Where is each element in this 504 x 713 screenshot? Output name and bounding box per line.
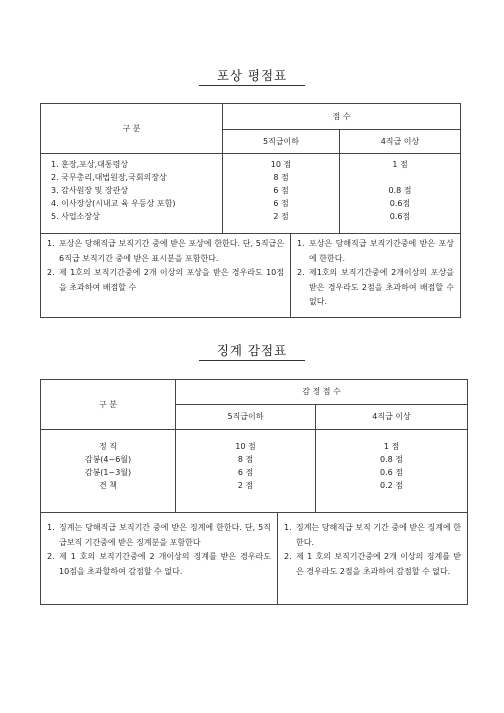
list-item: 4. 이사장상(시내교 육 우등상 포함) — [51, 199, 176, 208]
reward-values-a — [223, 154, 340, 234]
value: 0.2 점 — [380, 481, 403, 490]
note-number: 2. — [47, 268, 55, 277]
value: 6 점 — [273, 186, 289, 195]
value: 10 점 — [235, 442, 256, 451]
discipline-items — [41, 430, 176, 513]
discipline-notes-table — [40, 512, 468, 605]
value: 8 점 — [273, 173, 289, 182]
discipline-values-a — [176, 430, 316, 513]
value: 1 점 — [383, 442, 400, 451]
discipline-notes-b — [278, 513, 468, 605]
value: 1 점 — [392, 160, 408, 169]
reward-col-b: 4직급 이상 — [340, 130, 461, 154]
note-number: 1. — [284, 523, 292, 532]
note-number: 1. — [47, 523, 55, 532]
note-text: 징계는 당해직급 보직기간 중에 받은 징계에 한한다. 단, 5직급보직 기간중에 받은 징계분을 포함한다 — [59, 523, 271, 547]
discipline-values-b — [316, 430, 468, 513]
note-text: 제 1호의 보직기간중에 2개 이상의 포상을 받은 경우라도 10점을 초과하여 배점할 수 — [59, 268, 284, 292]
value: 0.6점 — [389, 212, 411, 221]
value: 6 점 — [237, 468, 254, 477]
note-text: 제1호의 보직기간중에 2개이상의 포상을 받은 경우라도 2점을 초과하여 배점할 수 없다. — [309, 268, 454, 306]
note-number: 2. — [297, 268, 305, 277]
reward-notes-table — [40, 233, 461, 318]
list-item: 감봉(4~6월) — [84, 455, 132, 464]
list-item: 2. 국무총리,대법원장,국회의장상 — [51, 173, 167, 182]
reward-notes-b — [291, 234, 461, 318]
discipline-col-b: 4직급 이상 — [316, 405, 468, 430]
list-item: 1. 훈장,포상,대통령상 — [51, 160, 129, 169]
note-text: 포상은 당해직급 보직기간중에 받은 포상에 한한다. — [309, 239, 454, 263]
reward-notes-a — [41, 234, 291, 318]
note-number: 2. — [284, 552, 292, 561]
value: 0.8 점 — [380, 455, 403, 464]
value: 0.6점 — [389, 199, 411, 208]
reward-col-a: 5직급이하 — [223, 130, 340, 154]
value: 0.6 점 — [380, 468, 403, 477]
list-item: 견 책 — [99, 481, 117, 490]
discipline-header-category: 구 분 — [41, 380, 176, 430]
note-number: 1. — [297, 239, 305, 248]
note-text: 제 1 호의 보직기간중에 2 개이상의 징계를 받은 경우라도 10점을 초과할하여 감점할 수 없다. — [59, 552, 271, 576]
value: 8 점 — [237, 455, 254, 464]
value: 2 점 — [273, 212, 289, 221]
note-number: 1. — [47, 239, 55, 248]
reward-header-category: 구 분 — [41, 104, 223, 154]
note-text: 포상은 당해직급 보직기간 중에 받은 포상에 한한다. 단, 5직급은 6직급 보직기간 중에 받은 표시분을 포함한다. — [59, 239, 284, 263]
list-item: 감봉(1~3월) — [84, 468, 132, 477]
note-number: 2. — [47, 552, 55, 561]
value: 10 점 — [270, 160, 292, 169]
discipline-table — [40, 379, 468, 513]
value: 6 점 — [273, 199, 289, 208]
list-item: 정 직 — [99, 442, 117, 451]
discipline-notes-a — [41, 513, 278, 605]
discipline-title: 징계 감점표 — [216, 343, 288, 358]
reward-title-underline — [199, 85, 305, 86]
reward-header-score: 점 수 — [223, 104, 461, 130]
reward-values-b — [340, 154, 461, 234]
discipline-title-underline — [199, 360, 305, 361]
reward-items — [41, 154, 223, 234]
discipline-col-a: 5직급이하 — [176, 405, 316, 430]
discipline-header-score: 감 정 점 수 — [176, 380, 468, 405]
value: 0.8 점 — [388, 186, 412, 195]
reward-title: 포상 평점표 — [216, 68, 288, 83]
note-text: 제 1 호의 보직기간중에 2개 이상의 징계를 받은 경우라도 2점을 초과하여 감점할 수 없다. — [296, 552, 461, 576]
reward-table — [40, 103, 461, 234]
value: 2 점 — [237, 481, 254, 490]
list-item: 5. 사업소장상 — [51, 212, 100, 221]
note-text: 징계는 당해직급 보직 기간 중에 받은 징계에 한한다. — [296, 523, 461, 547]
list-item: 3. 감사원장 및 장관상 — [51, 186, 129, 195]
value — [340, 171, 460, 184]
